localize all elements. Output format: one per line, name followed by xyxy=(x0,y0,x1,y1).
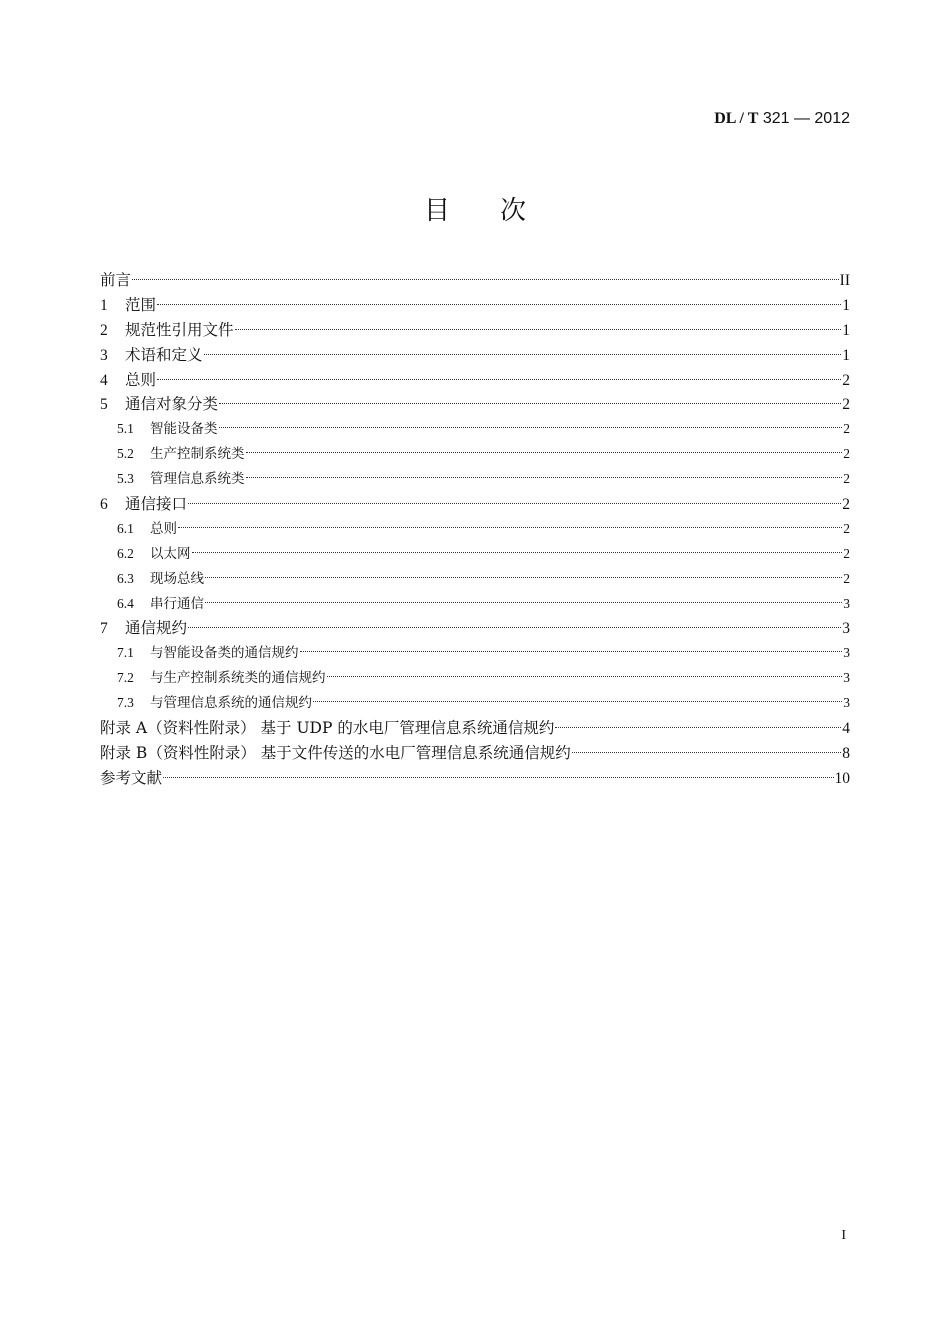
toc-entry-page: 2 xyxy=(843,520,850,536)
toc-entry-page: 2 xyxy=(842,371,850,389)
table-of-contents xyxy=(100,268,850,791)
toc-leader-dots xyxy=(188,503,841,504)
toc-entry-page: 2 xyxy=(842,396,850,414)
toc-entry-page: 3 xyxy=(842,620,850,638)
toc-entry[interactable] xyxy=(100,592,850,617)
toc-entry-label: 附录 A（资料性附录） 基于 UDP 的水电厂管理信息系统通信规约 xyxy=(100,719,555,738)
toc-leader-dots xyxy=(555,727,841,728)
toc-entry-page: 2 xyxy=(843,545,850,561)
toc-entry[interactable] xyxy=(100,716,850,741)
toc-entry[interactable] xyxy=(100,517,850,542)
toc-entry-label: 总则 xyxy=(150,520,177,537)
toc-leader-dots xyxy=(205,602,842,603)
toc-leader-dots xyxy=(246,477,843,478)
toc-leader-dots xyxy=(157,379,841,380)
toc-entry[interactable] xyxy=(100,766,850,791)
toc-entry[interactable] xyxy=(100,691,850,716)
toc-leader-dots xyxy=(572,752,842,753)
toc-leader-dots xyxy=(192,552,843,553)
toc-leader-dots xyxy=(205,577,842,578)
toc-entry-label: 通信接口 xyxy=(125,495,188,514)
toc-entry-page: 3 xyxy=(843,695,850,711)
toc-entry[interactable] xyxy=(100,368,850,393)
toc-entry-page: 8 xyxy=(842,744,850,762)
toc-entry[interactable] xyxy=(100,542,850,567)
toc-entry[interactable] xyxy=(100,567,850,592)
toc-entry[interactable] xyxy=(100,442,850,467)
toc-leader-dots xyxy=(235,329,842,330)
toc-entry-label: 与生产控制系统类的通信规约 xyxy=(150,670,326,687)
toc-entry-number: 6.4 xyxy=(117,595,134,611)
toc-entry-page: 1 xyxy=(842,296,850,314)
toc-entry-number: 6.3 xyxy=(117,570,134,586)
toc-entry[interactable] xyxy=(100,741,850,766)
toc-entry-number: 1 xyxy=(100,296,108,314)
toc-leader-dots xyxy=(327,676,843,677)
toc-entry-label: 与管理信息系统的通信规约 xyxy=(150,695,312,712)
toc-leader-dots xyxy=(188,627,841,628)
toc-entry[interactable] xyxy=(100,343,850,368)
toc-entry[interactable] xyxy=(100,293,850,318)
toc-entry-number: 5 xyxy=(100,396,108,414)
toc-entry-label: 与智能设备类的通信规约 xyxy=(150,645,299,662)
toc-entry-number: 5.3 xyxy=(117,471,134,487)
toc-entry-number: 6.2 xyxy=(117,545,134,561)
toc-leader-dots xyxy=(204,354,842,355)
toc-entry-label: 附录 B（资料性附录） 基于文件传送的水电厂管理信息系统通信规约 xyxy=(100,743,571,762)
toc-entry-page: 3 xyxy=(843,645,850,661)
toc-leader-dots xyxy=(219,403,841,404)
toc-entry-number: 7.2 xyxy=(117,670,134,686)
page-title: 目次 xyxy=(423,196,576,226)
toc-entry-number: 3 xyxy=(100,346,108,364)
toc-entry-label: 串行通信 xyxy=(150,595,204,612)
toc-entry[interactable] xyxy=(100,492,850,517)
toc-leader-dots xyxy=(163,777,833,778)
toc-entry[interactable] xyxy=(100,616,850,641)
toc-leader-dots xyxy=(157,304,841,305)
toc-entry-number: 5.1 xyxy=(117,421,134,437)
toc-entry-page: 2 xyxy=(843,471,850,487)
toc-entry-number: 6 xyxy=(100,496,108,514)
standard-number: 321 — 2012 xyxy=(762,110,850,127)
toc-entry[interactable] xyxy=(100,641,850,666)
standard-prefix: DL / T xyxy=(714,110,759,127)
toc-entry[interactable] xyxy=(100,467,850,492)
toc-entry[interactable] xyxy=(100,392,850,417)
toc-entry-label: 以太网 xyxy=(150,545,191,562)
toc-entry-label: 生产控制系统类 xyxy=(150,446,245,463)
toc-entry-label: 术语和定义 xyxy=(125,345,203,364)
toc-leader-dots xyxy=(132,279,839,280)
toc-entry-page: 1 xyxy=(842,346,850,364)
document-code xyxy=(714,110,850,128)
toc-entry-page: 2 xyxy=(843,446,850,462)
toc-entry-number: 7 xyxy=(100,620,108,638)
toc-entry[interactable] xyxy=(100,666,850,691)
toc-entry-label: 管理信息系统类 xyxy=(150,471,245,488)
toc-entry-label: 规范性引用文件 xyxy=(125,320,234,339)
toc-entry-page: 10 xyxy=(834,769,850,787)
toc-entry-page: 2 xyxy=(843,421,850,437)
toc-entry-number: 6.1 xyxy=(117,520,134,536)
page-number: I xyxy=(841,1228,846,1243)
toc-entry-page: 1 xyxy=(842,321,850,339)
toc-entry-page: 2 xyxy=(842,496,850,514)
toc-entry-label: 前言 xyxy=(100,271,132,289)
toc-entry-page: 2 xyxy=(843,570,850,586)
toc-entry[interactable] xyxy=(100,268,850,293)
toc-entry-number: 7.1 xyxy=(117,645,134,661)
toc-entry-page: 4 xyxy=(842,720,850,738)
toc-entry-number: 2 xyxy=(100,321,108,339)
toc-entry-page: 3 xyxy=(843,670,850,686)
toc-entry-label: 通信规约 xyxy=(125,619,188,638)
toc-entry-number: 7.3 xyxy=(117,695,134,711)
toc-leader-dots xyxy=(313,701,842,702)
toc-entry[interactable] xyxy=(100,318,850,343)
toc-entry-page: II xyxy=(839,272,850,289)
toc-leader-dots xyxy=(178,527,842,528)
toc-entry-number: 5.2 xyxy=(117,446,134,462)
toc-entry-label: 参考文献 xyxy=(100,768,163,787)
toc-entry-label: 通信对象分类 xyxy=(125,395,219,414)
toc-entry[interactable] xyxy=(100,417,850,442)
toc-leader-dots xyxy=(246,452,843,453)
toc-entry-label: 总则 xyxy=(125,370,157,389)
toc-entry-number: 4 xyxy=(100,371,108,389)
toc-entry-page: 3 xyxy=(843,595,850,611)
toc-leader-dots xyxy=(219,427,843,428)
toc-entry-label: 现场总线 xyxy=(150,570,204,587)
toc-entry-label: 范围 xyxy=(125,295,157,314)
toc-entry-label: 智能设备类 xyxy=(150,421,218,438)
toc-leader-dots xyxy=(300,651,843,652)
